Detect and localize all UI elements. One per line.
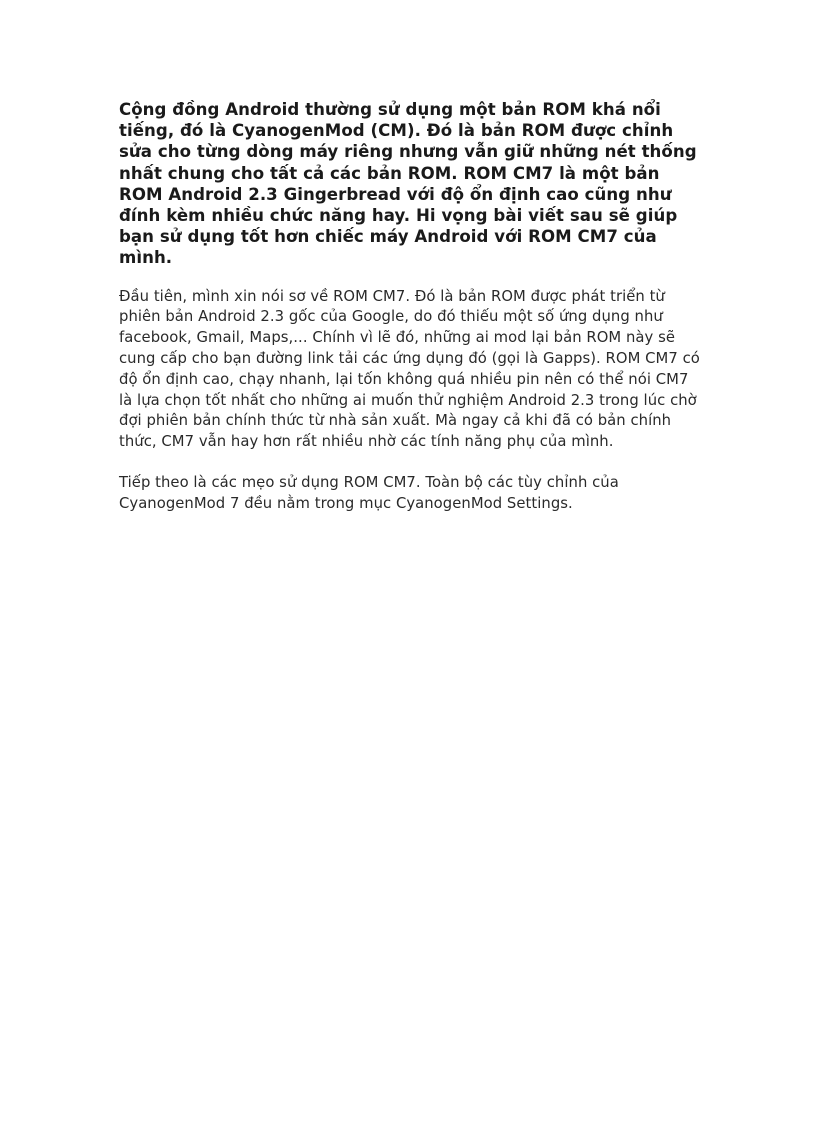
intro-paragraph: Cộng đồng Android thường sử dụng một bản ROM khá nổi tiếng, đó là CyanogenMod (CM). Đó là bản ROM được chỉnh sửa cho từng dòng máy riêng nhưng vẫn giữ những nét thống nhất chung cho tất cả các bản ROM. ROM CM7 là một bản ROM Android 2.3 Gingerbread với độ ổn định cao cũng như đính kèm nhiều chức năng hay. Hi vọng bài viết sau sẽ giúp bạn sử dụng tốt hơn chiếc máy Android với ROM CM7 của mình.	[119, 100, 697, 268]
document-body	[119, 99, 704, 515]
body-paragraph: Đầu tiên, mình xin nói sơ về ROM CM7. Đó là bản ROM được phát triển từ phiên bản Android 2.3 gốc của Google, do đó thiếu một số ứng dụng như facebook, Gmail, Maps,... Chính vì lẽ đó, những ai mod lại bản ROM này sẽ cung cấp cho bạn đường link tải các ứng dụng đó (gọi là Gapps). ROM CM7 có độ ổn định cao, chạy nhanh, lại tốn không quá nhiều pin nên có thể nói CM7 là lựa chọn tốt nhất cho những ai muốn thử nghiệm Android 2.3 trong lúc chờ đợi phiên bản chính thức từ nhà sản xuất. Mà ngay cả khi đã có bản chính thức, CM7 vẫn hay hơn rất nhiều nhờ các tính năng phụ của mình.	[119, 287, 700, 451]
body-paragraph: Tiếp theo là các mẹo sử dụng ROM CM7. Toàn bộ các tùy chỉnh của CyanogenMod 7 đều nằm trong mục CyanogenMod Settings.	[119, 474, 619, 512]
